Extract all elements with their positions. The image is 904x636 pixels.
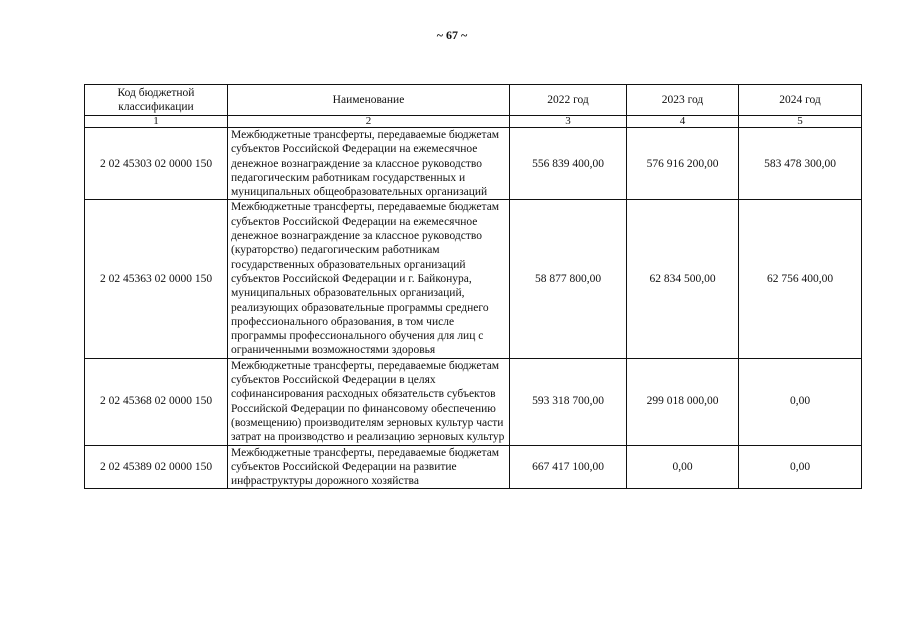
- value-2024-cell: 62 756 400,00: [739, 200, 862, 358]
- budget-code-cell: 2 02 45389 02 0000 150: [85, 445, 228, 489]
- header-row: [85, 85, 862, 116]
- page-number: ~ 67 ~: [436, 28, 468, 42]
- value-2024-cell: 583 478 300,00: [739, 128, 862, 200]
- column-number: 4: [627, 116, 739, 128]
- value-2022-cell: 58 877 800,00: [510, 200, 627, 358]
- value-2023-cell: 576 916 200,00: [627, 128, 739, 200]
- column-number: 3: [510, 116, 627, 128]
- value-2023-cell: 62 834 500,00: [627, 200, 739, 358]
- value-2024-cell: 0,00: [739, 445, 862, 489]
- header-2022: 2022 год: [510, 85, 627, 116]
- table-row: [85, 200, 862, 358]
- header-2023: 2023 год: [627, 85, 739, 116]
- budget-code-cell: 2 02 45303 02 0000 150: [85, 128, 228, 200]
- table-row: [85, 128, 862, 200]
- budget-table: [84, 84, 862, 489]
- value-2023-cell: 299 018 000,00: [627, 358, 739, 445]
- budget-code-cell: 2 02 45363 02 0000 150: [85, 200, 228, 358]
- column-number-row: [85, 116, 862, 128]
- header-code: Код бюджетной классификации: [85, 85, 228, 116]
- budget-code-cell: 2 02 45368 02 0000 150: [85, 358, 228, 445]
- value-2022-cell: 593 318 700,00: [510, 358, 627, 445]
- table-row: [85, 445, 862, 489]
- item-name-cell: Межбюджетные трансферты, передаваемые бюджетам субъектов Российской Федерации на развитие инфраструктуры дорожного хозяйства: [228, 445, 510, 489]
- header-2024: 2024 год: [739, 85, 862, 116]
- item-name-cell: Межбюджетные трансферты, передаваемые бюджетам субъектов Российской Федерации на ежемесячное денежное вознаграждение за классное руководство педагогическим работникам государственных и муниципальных общеобразовательных организаций: [228, 128, 510, 200]
- column-number: 5: [739, 116, 862, 128]
- value-2024-cell: 0,00: [739, 358, 862, 445]
- value-2022-cell: 556 839 400,00: [510, 128, 627, 200]
- value-2022-cell: 667 417 100,00: [510, 445, 627, 489]
- item-name-cell: Межбюджетные трансферты, передаваемые бюджетам субъектов Российской Федерации в целях софинансирования расходных обязательств субъектов Российской Федерации по финансовому обеспечению (возмещению) производителям зерновых культур части затрат на производство и реализацию зерновых культур: [228, 358, 510, 445]
- table-row: [85, 358, 862, 445]
- item-name-cell: Межбюджетные трансферты, передаваемые бюджетам субъектов Российской Федерации на ежемесячное денежное вознаграждение за классное руководство (кураторство) педагогическим работникам государственных образовательных организаций субъектов Российской Федерации и г. Байконура, муниципальных образовательных организаций, реализующих образовательные программы среднего профессионального образования, в том числе программы профессионального обучения для лиц с ограниченными возможностями здоровья: [228, 200, 510, 358]
- header-name: Наименование: [228, 85, 510, 116]
- column-number: 2: [228, 116, 510, 128]
- column-number: 1: [85, 116, 228, 128]
- value-2023-cell: 0,00: [627, 445, 739, 489]
